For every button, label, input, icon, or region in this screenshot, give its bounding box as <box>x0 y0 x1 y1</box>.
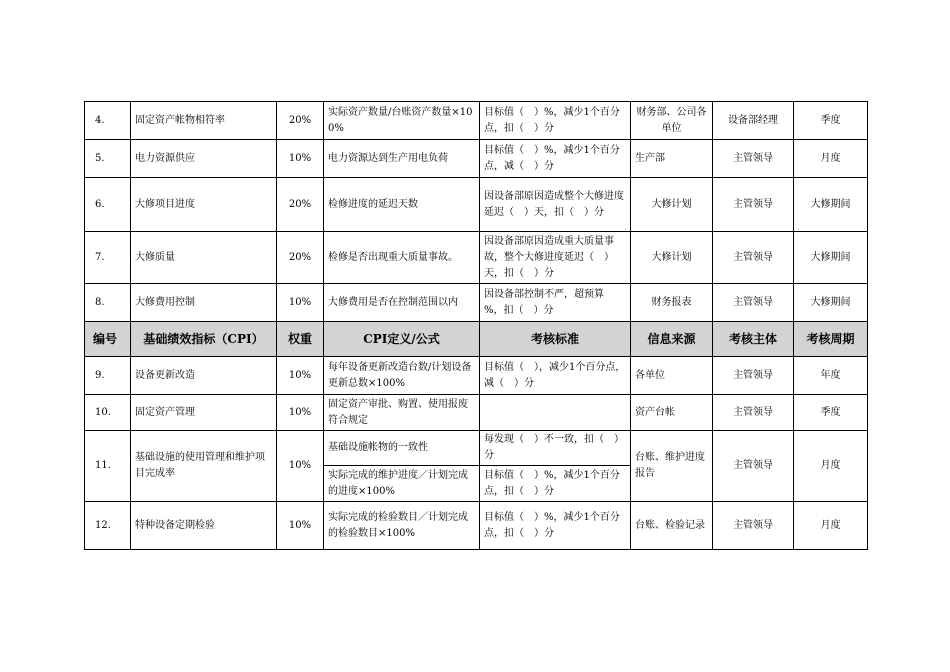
assessor: 主管领导 <box>713 431 794 502</box>
info-source: 台账、检验记录 <box>631 502 713 550</box>
period: 大修期间 <box>794 178 868 232</box>
assessor: 设备部经理 <box>713 102 794 140</box>
row-number: 8. <box>85 284 131 322</box>
indicator-name: 电力资源供应 <box>131 140 277 178</box>
table-row <box>85 140 868 178</box>
definition: 固定资产审批、购置、使用报废符合规定 <box>324 395 480 431</box>
standard: 目标值（ ）%，减少1个百分点，扣（ ）分 <box>480 466 631 502</box>
definition: 基础设施帐物的一致性 <box>324 431 480 466</box>
indicator-name: 设备更新改造 <box>131 357 277 395</box>
definition: 检修是否出现重大质量事故。 <box>324 232 480 284</box>
standard: 因设备部原因造成重大质量事故，整个大修进度延迟（ ）天，扣（ ）分 <box>480 232 631 284</box>
assessor: 主管领导 <box>713 284 794 322</box>
header-assessor: 考核主体 <box>713 322 794 357</box>
header-standard: 考核标准 <box>480 322 631 357</box>
definition: 检修进度的延迟天数 <box>324 178 480 232</box>
period: 月度 <box>794 502 868 550</box>
standard: 目标值（ ）%，减少1个百分点，扣（ ）分 <box>480 502 631 550</box>
standard <box>480 395 631 431</box>
standard: 每发现（ ）不一致，扣（ ）分 <box>480 431 631 466</box>
indicator-name: 特种设备定期检验 <box>131 502 277 550</box>
header-definition: CPI定义/公式 <box>324 322 480 357</box>
period: 月度 <box>794 431 868 502</box>
header-weight: 权重 <box>277 322 324 357</box>
table-row <box>85 431 868 466</box>
table-row <box>85 178 868 232</box>
indicator-name: 大修质量 <box>131 232 277 284</box>
row-number: 12. <box>85 502 131 550</box>
row-number: 11. <box>85 431 131 502</box>
row-number: 6. <box>85 178 131 232</box>
definition: 实际完成的维护进度／计划完成的进度×100% <box>324 466 480 502</box>
weight: 10% <box>277 284 324 322</box>
period: 年度 <box>794 357 868 395</box>
weight: 10% <box>277 431 324 502</box>
indicator-name: 固定资产管理 <box>131 395 277 431</box>
assessor: 主管领导 <box>713 502 794 550</box>
assessor: 主管领导 <box>713 232 794 284</box>
table-row <box>85 284 868 322</box>
info-source: 财务部、公司各单位 <box>631 102 713 140</box>
weight: 20% <box>277 178 324 232</box>
indicator-name: 固定资产帐物相符率 <box>131 102 277 140</box>
row-number: 9. <box>85 357 131 395</box>
weight: 20% <box>277 102 324 140</box>
info-source: 大修计划 <box>631 232 713 284</box>
row-number: 4. <box>85 102 131 140</box>
header-indicator: 基础绩效指标（CPI） <box>131 322 277 357</box>
period: 季度 <box>794 102 868 140</box>
table-row <box>85 395 868 431</box>
table-row <box>85 357 868 395</box>
weight: 10% <box>277 357 324 395</box>
table-header-row <box>85 322 868 357</box>
standard: 目标值（ ），减少1个百分点，减（ ）分 <box>480 357 631 395</box>
indicator-name: 大修项目进度 <box>131 178 277 232</box>
info-source: 各单位 <box>631 357 713 395</box>
definition: 每年设备更新改造台数/计划设备更新总数×100% <box>324 357 480 395</box>
weight: 20% <box>277 232 324 284</box>
info-source: 台账、维护进度报告 <box>631 431 713 502</box>
kpi-table <box>84 101 868 550</box>
definition: 实际完成的检验数目／计划完成的检验数目×100% <box>324 502 480 550</box>
definition: 电力资源达到生产用电负荷 <box>324 140 480 178</box>
header-period: 考核周期 <box>794 322 868 357</box>
standard: 因设备部原因造成整个大修进度延迟（ ）天，扣（ ）分 <box>480 178 631 232</box>
weight: 10% <box>277 502 324 550</box>
definition: 大修费用是否在控制范围以内 <box>324 284 480 322</box>
standard: 目标值（ ）%，减少1个百分点，减（ ）分 <box>480 140 631 178</box>
period: 大修期间 <box>794 284 868 322</box>
row-number: 5. <box>85 140 131 178</box>
table-row <box>85 232 868 284</box>
info-source: 财务报表 <box>631 284 713 322</box>
period: 月度 <box>794 140 868 178</box>
header-source: 信息来源 <box>631 322 713 357</box>
assessor: 主管领导 <box>713 357 794 395</box>
indicator-name: 大修费用控制 <box>131 284 277 322</box>
indicator-name: 基础设施的使用管理和维护项目完成率 <box>131 431 277 502</box>
period: 季度 <box>794 395 868 431</box>
assessor: 主管领导 <box>713 140 794 178</box>
table-row <box>85 502 868 550</box>
weight: 10% <box>277 395 324 431</box>
standard: 因设备部控制不严，超预算 %，扣（ ）分 <box>480 284 631 322</box>
standard: 目标值（ ）%，减少1个百分点，扣（ ）分 <box>480 102 631 140</box>
info-source: 生产部 <box>631 140 713 178</box>
info-source: 大修计划 <box>631 178 713 232</box>
info-source: 资产台帐 <box>631 395 713 431</box>
table-row <box>85 102 868 140</box>
weight: 10% <box>277 140 324 178</box>
assessor: 主管领导 <box>713 178 794 232</box>
row-number: 10. <box>85 395 131 431</box>
assessor: 主管领导 <box>713 395 794 431</box>
period: 大修期间 <box>794 232 868 284</box>
header-number: 编号 <box>85 322 131 357</box>
row-number: 7. <box>85 232 131 284</box>
definition: 实际资产数量/台账资产数量×100% <box>324 102 480 140</box>
